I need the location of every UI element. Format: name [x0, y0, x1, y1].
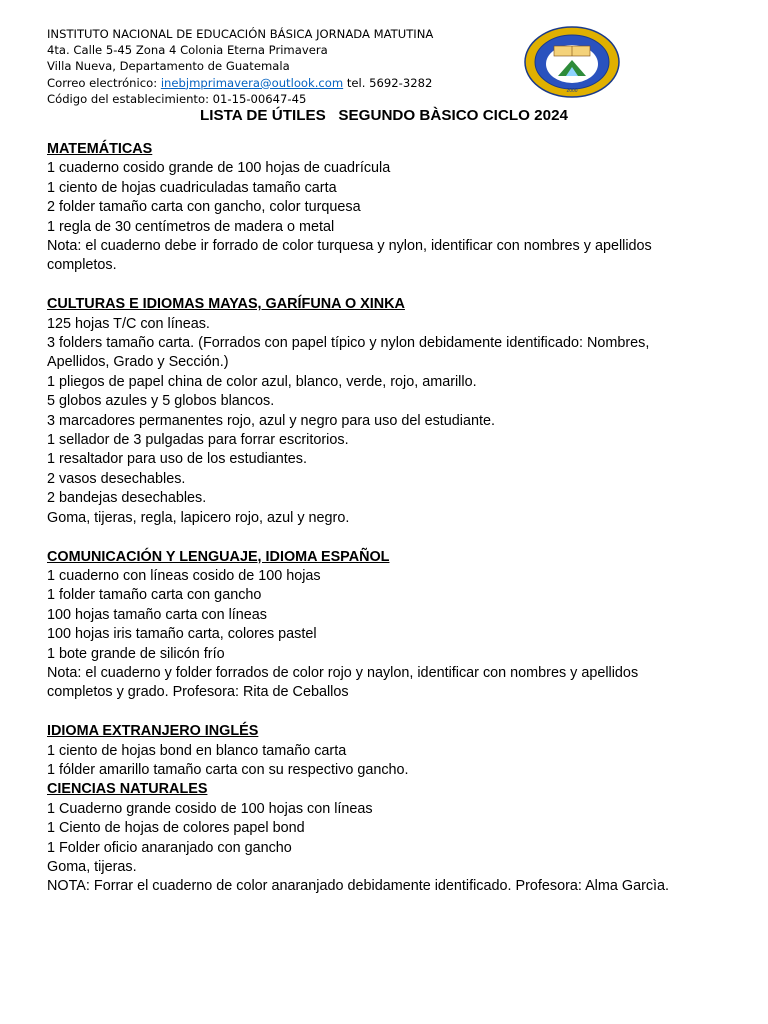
list-item: 1 sellador de 3 pulgadas para forrar escritorios.	[47, 432, 349, 449]
section-matematicas	[47, 140, 737, 276]
establishment-code: Código del establecimiento: 01-15-00647-45	[47, 91, 307, 106]
list-item: 1 Folder oficio anaranjado con gancho	[47, 839, 292, 856]
list-item: 1 cuaderno con líneas cosido de 100 hojas	[47, 567, 321, 584]
section-title: CULTURAS E IDIOMAS MAYAS, GARÍFUNA O XINKA	[47, 296, 405, 313]
list-item: 2 folder tamaño carta con gancho, color turquesa	[47, 199, 361, 216]
school-address: 4ta. Calle 5-45 Zona 4 Colonia Eterna Primavera	[47, 43, 328, 58]
list-item: 1 regla de 30 centímetros de madera o metal	[47, 218, 335, 235]
list-item: 1 fólder amarillo tamaño carta con su respectivo gancho.	[47, 761, 409, 778]
section-title: COMUNICACIÓN Y LENGUAJE, IDIOMA ESPAÑOL	[47, 548, 390, 565]
list-item: completos y grado. Profesora: Rita de Ceballos	[47, 684, 349, 701]
list-item: 1 cuaderno cosido grande de 100 hojas de cuadrícula	[47, 160, 391, 177]
list-item: 125 hojas T/C con líneas.	[47, 315, 210, 332]
list-item: 2 bandejas desechables.	[47, 490, 207, 507]
list-item: completos.	[47, 257, 117, 274]
list-item: 1 Ciento de hojas de colores papel bond	[47, 820, 305, 837]
list-item: 1 ciento de hojas bond en blanco tamaño carta	[47, 742, 347, 759]
page-title: LISTA DE ÚTILES SEGUNDO BÀSICO CICLO 2024	[200, 107, 568, 124]
email-label: Correo electrónico:	[47, 75, 161, 90]
section-title: CIENCIAS NATURALES	[47, 781, 208, 798]
email-link[interactable]: inebjmprimavera@outlook.com	[160, 75, 344, 90]
list-item: 3 folders tamaño carta. (Forrados con papel típico y nylon debidamente identificado: Nombres,	[47, 335, 650, 352]
list-item: 1 folder tamaño carta con gancho	[47, 587, 262, 604]
school-header	[47, 26, 433, 107]
phone-number: tel. 5692-3282	[343, 75, 433, 90]
list-item: Goma, tijeras.	[47, 858, 137, 875]
school-name: INSTITUTO NACIONAL DE EDUCACIÓN BÁSICA JORNADA MATUTINA	[47, 27, 434, 41]
list-item: 1 ciento de hojas cuadriculadas tamaño carta	[47, 179, 337, 196]
list-item: 100 hojas iris tamaño carta, colores pastel	[47, 626, 317, 643]
list-item: NOTA: Forrar el cuaderno de color anaranjado debidamente identificado. Profesora: Alma Garcìa.	[47, 878, 670, 895]
list-item: 2 vasos desechables.	[47, 470, 186, 487]
list-item: Goma, tijeras, regla, lapicero rojo, azul y negro.	[47, 509, 350, 526]
list-item: Apellidos, Grado y Sección.)	[47, 354, 229, 371]
section-comunicacion	[47, 548, 737, 703]
contact-line	[47, 75, 433, 91]
list-item: 1 bote grande de silicón frío	[47, 645, 225, 662]
school-location: Villa Nueva, Departamento de Guatemala	[47, 59, 290, 74]
list-item: 1 Cuaderno grande cosido de 100 hojas con líneas	[47, 800, 373, 817]
list-item: 5 globos azules y 5 globos blancos.	[47, 393, 275, 410]
list-item: 100 hojas tamaño carta con líneas	[47, 606, 267, 623]
section-title: MATEMÁTICAS	[47, 141, 153, 157]
list-item: Nota: el cuaderno y folder forrados de color rojo y naylon, identificar con nombres y apellidos	[47, 664, 639, 681]
logo-year: 2000	[566, 88, 578, 94]
supply-list	[47, 140, 737, 897]
section-ciencias	[47, 780, 737, 896]
school-logo	[524, 26, 620, 98]
list-item: 1 resaltador para uso de los estudiantes.	[47, 451, 307, 468]
section-title: IDIOMA EXTRANJERO INGLÉS	[47, 723, 259, 740]
list-item: 1 pliegos de papel china de color azul, blanco, verde, rojo, amarillo.	[47, 373, 477, 390]
section-culturas	[47, 295, 737, 528]
list-item: Nota: el cuaderno debe ir forrado de color turquesa y nylon, identificar con nombres y apellidos	[47, 238, 652, 255]
section-ingles	[47, 722, 737, 780]
list-item: 3 marcadores permanentes rojo, azul y negro para uso del estudiante.	[47, 412, 495, 429]
